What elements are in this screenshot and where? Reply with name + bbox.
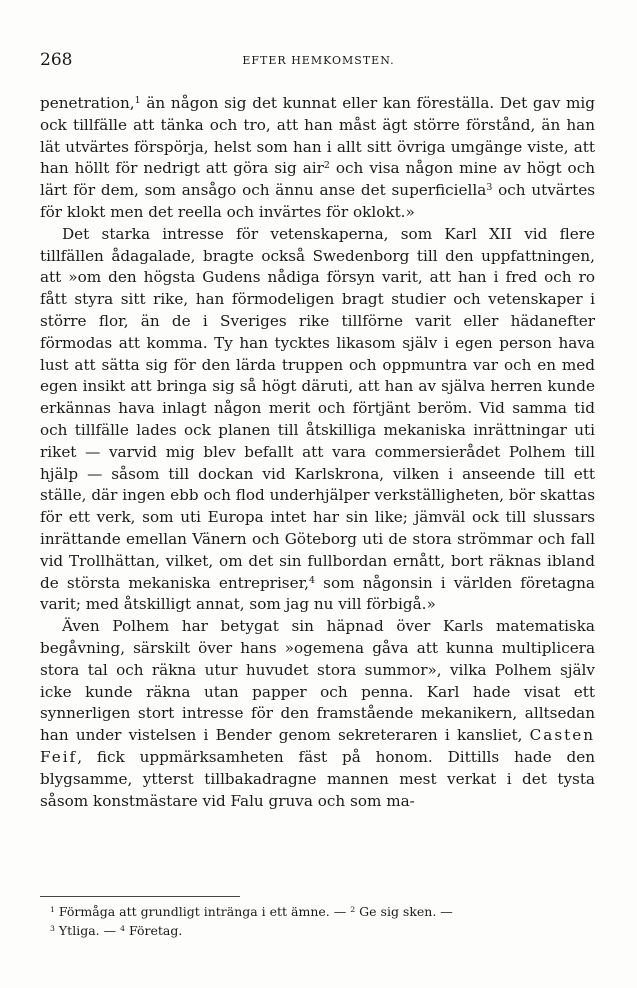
text-run: och visa någon mine av högt och lärt för dem, som ansågo och ännu anse det superficiella xyxy=(40,159,595,200)
footnote-ref-2: 2 xyxy=(323,160,330,172)
text-run: och utvärtes för klokt men det reella och invärtes för oklokt.» xyxy=(40,181,595,221)
footnote-ref-4: 4 xyxy=(309,574,315,586)
footnote-4: Företag. xyxy=(129,923,183,938)
footnote-line-2 xyxy=(50,921,590,940)
text-run: som någonsin i världen företagna varit; med åtskilligt annat, som jag nu vill förbigå.» xyxy=(40,573,595,614)
footnote-marker-2: 2 xyxy=(350,904,356,914)
text-run: Även Polhem har betygat sin häpnad över Karls matematiska begåvning, särskilt över hans »ogemena gåva att kunna multiplicera stora tal och räkna utur huvudet stora summor», vilka Polhem själv icke kunde räkna utan papper och penna. Karl hade visat ett synnerligen stort intresse för den framstående mekanikern, alltsedan han under vistelsen i Bender genom sekreteraren i kansliet, xyxy=(40,617,595,745)
text-run: än någon sig det kunnat eller kan föreställa. Det gav mig ock tillfälle att tänka och tro, att han måst ägt större förstånd, än han lät utvärtes förspörja, helst som han i allt sitt övriga umgänge viste, att han höllt för nedrigt att göra sig air xyxy=(40,94,595,178)
footnote-marker-1: 1 xyxy=(50,904,55,914)
footnote-3: Ytliga. — xyxy=(58,923,117,938)
paragraph-2 xyxy=(40,224,595,616)
paragraph-3 xyxy=(40,616,595,812)
text-run: , fick uppmärksamheten fäst på honom. Dittills hade den blygsamme, ytterst tillbakadragne mannen mest verkat i det tysta såsom konstmästare vid Falu gruva och som ma- xyxy=(40,747,595,810)
page-number: 268 xyxy=(40,50,73,70)
paragraph-1 xyxy=(40,93,595,224)
spaced-name: Casten Feif xyxy=(40,726,595,766)
running-title: EFTER HEMKOMSTEN. xyxy=(242,54,395,67)
footnotes xyxy=(50,902,590,940)
footnote-ref-1: 1 xyxy=(134,94,141,106)
main-text xyxy=(40,93,595,812)
footnote-divider xyxy=(40,896,240,897)
text-run: Det starka intresse för vetenskaperna, som Karl XII vid flere tillfällen ådagalade, bragte också Swedenborg till den uppfattningen, att »om den högsta Gudens nådiga försyn varit, att han i fred och ro fått styra sitt rike, han förmodeligen bragt studier och vetenskaper i större flor, än de i Sveriges rike tillförne varit eller hädanefter förmodas att komma. Ty han tycktes likasom själv i egen person hava lust att sätta sig för den lärda truppen och oppmuntra var och en med egen insikt att bringa sig så högt däruti, att han av själva herren kunde erkännas hava inlagt någon merit och förtjänt beröm. Vid samma tid och tillfälle lades ock planen till åtskilliga mekaniska inrättningar uti riket — varvid mig blev befallt att vara commersierådet Polhem till hjälp — såsom till dockan vid Karlskrona, vilken i anseende till ett ställe, där ingen ebb och flod underhjälper verkställigheten, bör skattas för ett verk, som uti Europa intet har sin like; jämväl ock till slussars inrättande emellan Vänern och Göteborg uti de stora strömmar och fall vid Trollhättan, vilket, om det sin fullbordan ernått, bort räknas ibland de största mekaniska entrepriser, xyxy=(40,224,595,592)
footnote-line-1 xyxy=(50,902,590,921)
footnote-marker-3: 3 xyxy=(50,923,55,933)
footnote-2: Ge sig sken. — xyxy=(359,904,453,919)
page-header xyxy=(40,50,597,74)
footnote-ref-3: 3 xyxy=(486,182,493,194)
text-run: penetration, xyxy=(40,94,135,112)
footnote-marker-4: 4 xyxy=(120,923,126,933)
footnote-1: Förmåga att grundligt intränga i ett ämne. — xyxy=(58,904,347,919)
